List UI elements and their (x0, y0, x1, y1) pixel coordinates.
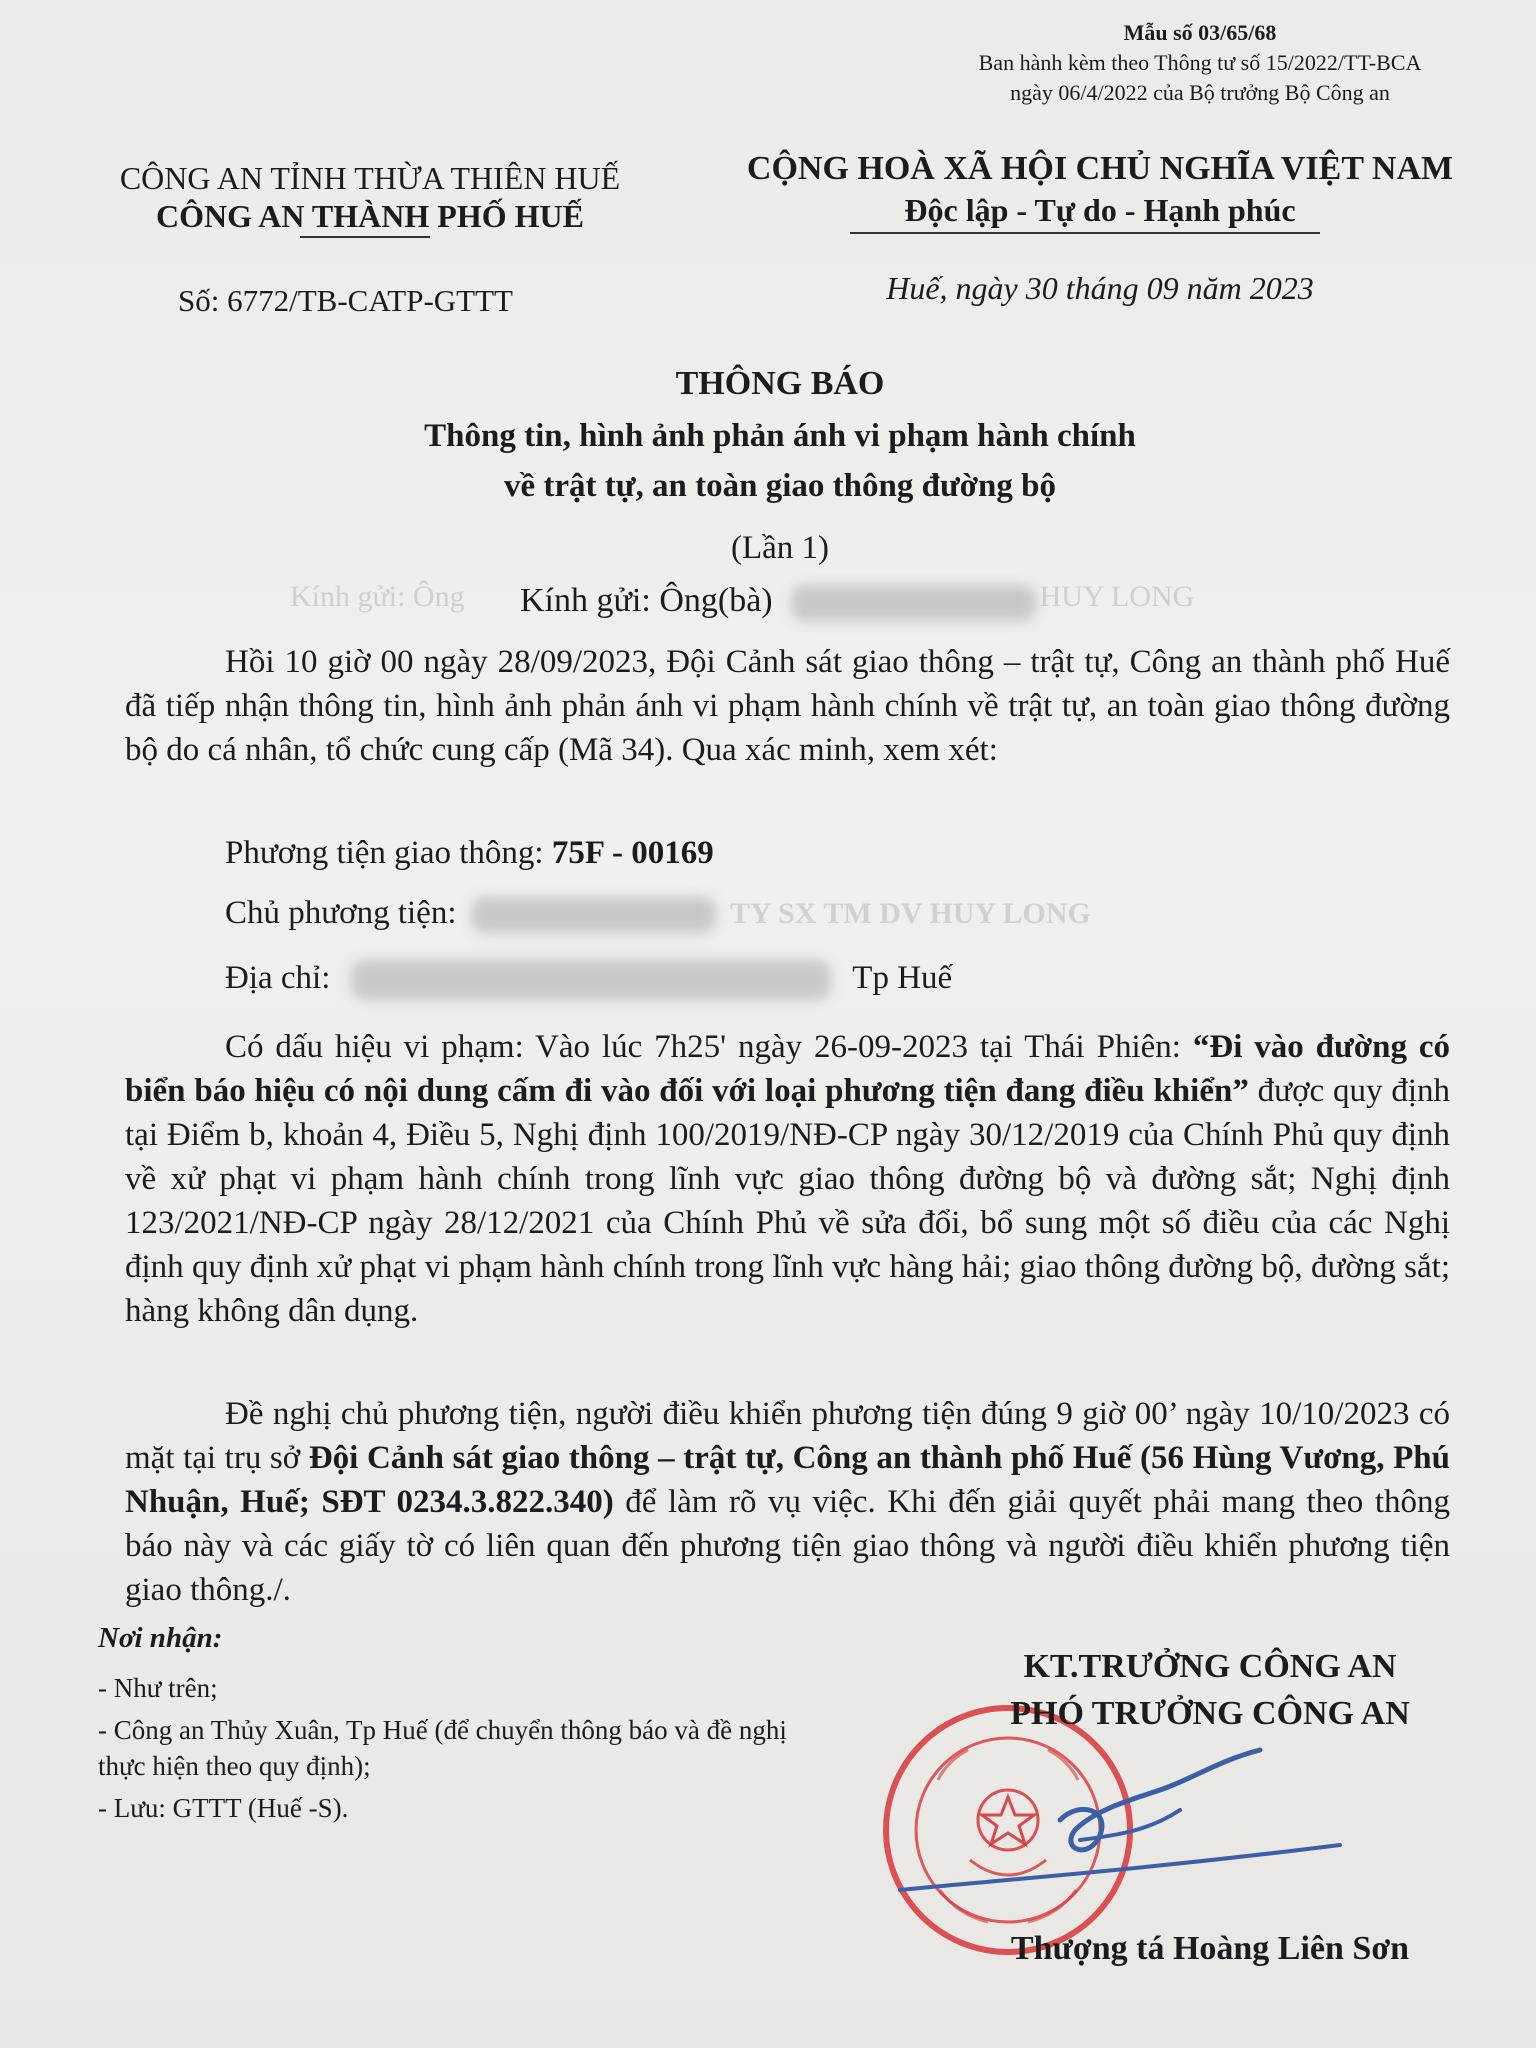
agency-name: CÔNG AN THÀNH PHỐ HUẾ (156, 198, 584, 234)
owner-label: Chủ phương tiện: (225, 895, 457, 931)
address-row (225, 960, 952, 1000)
recipients-heading: Nơi nhận: (98, 1622, 223, 1654)
recipient-line (520, 582, 1036, 621)
address-city: Tp Huế (852, 960, 953, 996)
form-reference (920, 18, 1536, 108)
handwritten-signature-icon (880, 1740, 1360, 1920)
nation-name: CỘNG HOÀ XÃ HỘI CHỦ NGHĨA VIỆT NAM (746, 150, 1454, 187)
owner-ghost: TY SX TM DV HUY LONG (730, 897, 1091, 930)
agency-parent: CÔNG AN TỈNH THỪA THIÊN HUẾ (119, 160, 621, 196)
violation-description: “Đi vào đường có biển báo hiệu có nội dung cấm đi vào đối với loại phương tiện đang điều khiển” (125, 1029, 1451, 1109)
address-label: Địa chỉ: (225, 960, 331, 996)
redacted-address (351, 960, 831, 1000)
request-paragraph (125, 1392, 1450, 1612)
vehicle-plate: 75F - 00169 (551, 835, 714, 871)
national-motto: Độc lập - Tự do - Hạnh phúc (904, 192, 1296, 228)
violation-legal-basis: được quy định tại Điểm b, khoản 4, Điều 5, Nghị định 100/2019/NĐ-CP ngày 30/12/2019 của Chính Phủ quy định về xử phạt vi phạm hành chính trong lĩnh vực giao thông đường bộ và đường sắt; Nghị định 123/2021/NĐ-CP ngày 28/12/2021 của Chính Phủ về sửa đổi, bổ sung một số điều của các Nghị định quy định xử phạt vi phạm hành chính trong lĩnh vực hàng hải; giao thông đường bộ, đường sắt; hàng không dân dụng. (125, 1073, 1450, 1329)
signer-name: Thượng tá Hoàng Liên Sơn (1010, 1930, 1410, 1967)
recipient-label: Kính gửi: Ông(bà) (520, 582, 773, 619)
attempt-number: (Lần 1) (730, 530, 830, 566)
signature-title-1: KT.TRƯỞNG CÔNG AN (1023, 1648, 1397, 1685)
recipient-item: - Công an Thủy Xuân, Tp Huế (để chuyển thông báo và đề nghị thực hiện theo quy định); (98, 1715, 787, 1781)
vehicle-row (225, 835, 714, 872)
agency-underline (300, 236, 430, 238)
signature-title-2: PHÓ TRƯỞNG CÔNG AN (1010, 1695, 1410, 1732)
subtitle-line-2: về trật tự, an toàn giao thông đường bộ (503, 468, 1056, 504)
recipient-item: - Như trên; (98, 1673, 218, 1703)
request-prefix: Đề nghị chủ phương tiện, người điều khiển phương tiện đúng 9 giờ 00’ ngày 10/10/2023 có mặt tại trụ sở (125, 1396, 1450, 1476)
recipient-item: - Lưu: GTTT (Huế -S). (98, 1793, 349, 1823)
place-date: Huế, ngày 30 tháng 09 năm 2023 (886, 270, 1314, 306)
request-suffix: để làm rõ vụ việc. Khi đến giải quyết phải mang theo thông báo này và các giấy tờ có liên quan đến phương tiện giao thông và người điều khiển phương tiện giao thông./. (125, 1484, 1450, 1608)
ghost-text: Kính gửi: Ông (290, 580, 465, 613)
violation-paragraph (125, 1025, 1450, 1333)
vehicle-label: Phương tiện giao thông: (225, 835, 544, 871)
document-title: THÔNG BÁO (675, 365, 885, 402)
issued-date: ngày 06/4/2022 của Bộ trưởng Bộ Công an (1010, 80, 1390, 105)
request-location: Đội Cảnh sát giao thông – trật tự, Công an thành phố Huế (56 Hùng Vương, Phú Nhuận, Huế; SĐT 0234.3.822.340) (125, 1440, 1450, 1520)
ghost-suffix: HUY LONG (1039, 580, 1195, 613)
violation-prefix: Có dấu hiệu vi phạm: Vào lúc 7h25' ngày 26-09-2023 tại Thái Phiên: (225, 1029, 1193, 1065)
form-number: Mẫu số 03/65/68 (1123, 20, 1277, 45)
motto-underline (850, 232, 1320, 234)
subtitle-line-1: Thông tin, hình ảnh phản ánh vi phạm hành chính (424, 418, 1136, 454)
document-number: Số: 6772/TB-CATP-GTTT (178, 283, 513, 318)
redacted-owner (471, 897, 716, 933)
redacted-name (791, 585, 1036, 621)
owner-row (225, 895, 1091, 933)
intro-paragraph: Hồi 10 giờ 00 ngày 28/09/2023, Đội Cảnh sát giao thông – trật tự, Công an thành phố Huế đã tiếp nhận thông tin, hình ảnh phản ánh vi phạm hành chính về trật tự, an toàn giao thông đường bộ do cá nhân, tổ chức cung cấp (Mã 34). Qua xác minh, xem xét: (125, 644, 1450, 768)
issued-with: Ban hành kèm theo Thông tư số 15/2022/TT-BCA (978, 50, 1422, 75)
